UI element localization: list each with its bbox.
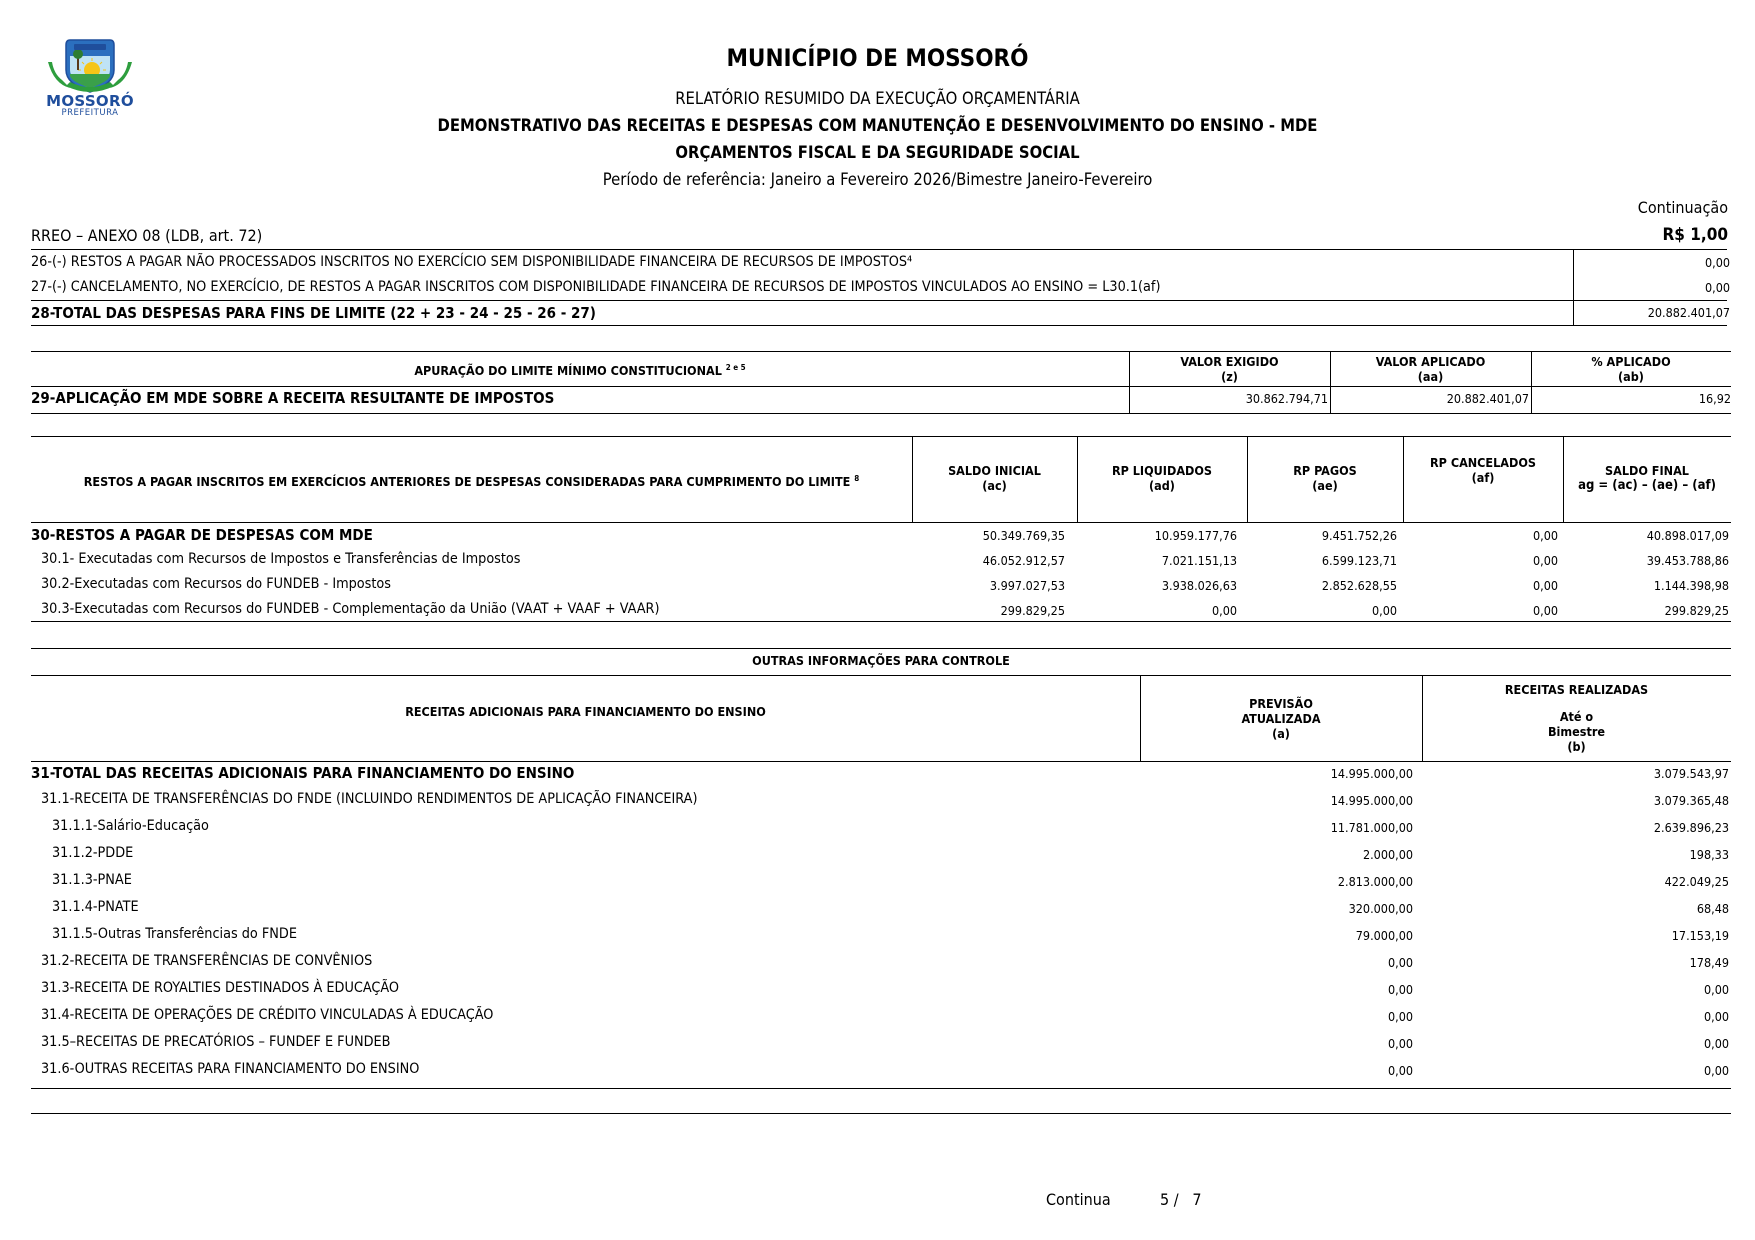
forecast-cell: 14.995.000,00	[1330, 793, 1413, 808]
table-rule	[31, 325, 1727, 326]
column-header-saldo-inicial: SALDO INICIAL (ac)	[948, 463, 1041, 493]
table-rule	[31, 675, 1731, 676]
table-rule	[31, 522, 1731, 523]
column-header-rp-pagos: RP PAGOS (ae)	[1293, 463, 1357, 493]
table-rule	[31, 648, 1731, 649]
table-rule	[31, 761, 1731, 762]
required-value: 30.862.794,71	[1245, 391, 1328, 406]
table-row-value-total: 20.882.401,07	[1647, 305, 1730, 320]
page-total: 7	[1192, 1190, 1202, 1209]
table-cell: 299.829,25	[1664, 603, 1729, 618]
page-indicator	[1160, 1190, 1201, 1209]
page-title: MUNICÍPIO DE MOSSORÓ	[726, 44, 1029, 72]
column-header-limit: APURAÇÃO DO LIMITE MÍNIMO CONSTITUCIONAL $^{2 e 5}$	[414, 363, 746, 379]
table-row-label: 31.1.5-Outras Transferências do FNDE	[52, 926, 297, 942]
page-separator: /	[1173, 1190, 1179, 1209]
table-row-label: 31.1.3-PNAE	[52, 872, 132, 888]
table-cell: 1.144.398,98	[1653, 578, 1729, 593]
table-row-label: 31.1.4-PNATE	[52, 899, 139, 915]
column-header-required: VALOR EXIGIDO (z)	[1180, 354, 1279, 384]
realized-cell: 178,49	[1689, 955, 1729, 970]
table-cell: 2.852.628,55	[1321, 578, 1397, 593]
table-rule	[31, 386, 1731, 387]
table-rule	[31, 351, 1731, 352]
page-current: 5	[1160, 1190, 1170, 1209]
realized-cell: 2.639.896,23	[1653, 820, 1729, 835]
currency-unit: R$ 1,00	[1662, 225, 1728, 245]
forecast-cell: 79.000,00	[1355, 928, 1413, 943]
table-row-label: 31.4-RECEITA DE OPERAÇÕES DE CRÉDITO VINCULADAS À EDUCAÇÃO	[41, 1007, 494, 1023]
logo-name: MOSSORÓ	[46, 92, 134, 110]
table-cell: 0,00	[1532, 603, 1558, 618]
table-row-label: 26-(-) RESTOS A PAGAR NÃO PROCESSADOS INSCRITOS NO EXERCÍCIO SEM DISPONIBILIDADE FINANCEIRA DE RECURSOS DE IMPOSTOS⁴	[31, 254, 913, 270]
table-row-label: 31.6-OUTRAS RECEITAS PARA FINANCIAMENTO DO ENSINO	[41, 1061, 420, 1077]
table-cell: 6.599.123,71	[1321, 553, 1397, 568]
table-row-label-29: 29-APLICAÇÃO EM MDE SOBRE A RECEITA RESULTANTE DE IMPOSTOS	[31, 389, 555, 407]
realized-cell: 68,48	[1696, 901, 1729, 916]
table-rule	[31, 249, 1727, 250]
table-cell: 7.021.151,13	[1161, 553, 1237, 568]
table-cell: 9.451.752,26	[1321, 528, 1397, 543]
realized-cell: 0,00	[1703, 982, 1729, 997]
table-cell: 10.959.177,76	[1154, 528, 1237, 543]
table-rule	[31, 300, 1727, 301]
table-row-label: 31-TOTAL DAS RECEITAS ADICIONAIS PARA FINANCIAMENTO DO ENSINO	[31, 764, 575, 782]
table-row-label: 31.1-RECEITA DE TRANSFERÊNCIAS DO FNDE (INCLUINDO RENDIMENTOS DE APLICAÇÃO FINANCEIRA)	[41, 791, 698, 807]
realized-cell: 0,00	[1703, 1063, 1729, 1078]
column-header-rp-cancelados: RP CANCELADOS (af)	[1430, 455, 1536, 485]
forecast-cell: 0,00	[1387, 1036, 1413, 1051]
table-rule	[31, 621, 1731, 622]
table-row-label: 27-(-) CANCELAMENTO, NO EXERCÍCIO, DE RESTOS A PAGAR INSCRITOS COM DISPONIBILIDADE FINANCEIRA DE RECURSOS DE IMPOSTOS VINCULADOS AO ENSINO = L30.1(af)	[31, 279, 1161, 295]
applied-value: 20.882.401,07	[1446, 391, 1529, 406]
table-cell: 46.052.912,57	[982, 553, 1065, 568]
forecast-cell: 0,00	[1387, 1063, 1413, 1078]
table-cell: 0,00	[1532, 528, 1558, 543]
table-row-label-total: 28-TOTAL DAS DESPESAS PARA FINS DE LIMITE (22 + 23 - 24 - 25 - 26 - 27)	[31, 304, 596, 322]
continuation-label: Continuação	[1637, 198, 1728, 217]
table-cell: 3.997.027,53	[989, 578, 1065, 593]
report-name: RELATÓRIO RESUMIDO DA EXECUÇÃO ORÇAMENTÁRIA	[675, 89, 1080, 108]
table-rule	[31, 1113, 1731, 1114]
table-cell: 3.938.026,63	[1161, 578, 1237, 593]
table-row-label: 31.1.1-Salário-Educação	[52, 818, 209, 834]
table-rule	[31, 413, 1731, 414]
realized-cell: 0,00	[1703, 1009, 1729, 1024]
table-cell: 0,00	[1371, 603, 1397, 618]
forecast-cell: 0,00	[1387, 982, 1413, 997]
column-header-revenue: RECEITAS ADICIONAIS PARA FINANCIAMENTO DO ENSINO	[405, 704, 766, 719]
statement-title: DEMONSTRATIVO DAS RECEITAS E DESPESAS COM MANUTENÇÃO E DESENVOLVIMENTO DO ENSINO - MDE	[437, 116, 1318, 135]
table-cell: 0,00	[1532, 578, 1558, 593]
continues-label: Continua	[1046, 1190, 1111, 1209]
forecast-cell: 11.781.000,00	[1330, 820, 1413, 835]
table-cell: 40.898.017,09	[1646, 528, 1729, 543]
annex-label: RREO – ANEXO 08 (LDB, art. 72)	[31, 226, 263, 245]
forecast-cell: 0,00	[1387, 1009, 1413, 1024]
column-header-rp-liquidados: RP LIQUIDADOS (ad)	[1111, 463, 1213, 493]
forecast-cell: 14.995.000,00	[1330, 766, 1413, 781]
percent-value: 16,92	[1698, 391, 1731, 406]
column-header-percent: % APLICADO (ab)	[1591, 354, 1671, 384]
forecast-cell: 320.000,00	[1348, 901, 1413, 916]
realized-cell: 0,00	[1703, 1036, 1729, 1051]
column-header-saldo-final: SALDO FINAL ag = (ac) – (ae) – (af)	[1578, 463, 1716, 493]
column-header-forecast: PREVISÃO ATUALIZADA (a)	[1241, 696, 1321, 741]
forecast-cell: 2.813.000,00	[1337, 874, 1413, 889]
table-row-label: 30-RESTOS A PAGAR DE DESPESAS COM MDE	[31, 526, 373, 544]
reference-period: Período de referência: Janeiro a Fevereiro 2026/Bimestre Janeiro-Fevereiro	[602, 170, 1153, 189]
table-cell: 39.453.788,86	[1646, 553, 1729, 568]
realized-cell: 198,33	[1689, 847, 1729, 862]
table-cell: 0,00	[1532, 553, 1558, 568]
table-row-label: 31.2-RECEITA DE TRANSFERÊNCIAS DE CONVÊNIOS	[41, 953, 373, 969]
table-rule	[31, 436, 1731, 437]
realized-cell: 17.153,19	[1671, 928, 1729, 943]
column-divider	[1573, 249, 1574, 325]
table-row-label: 30.1- Executadas com Recursos de Impostos e Transferências de Impostos	[41, 551, 521, 567]
realized-cell: 422.049,25	[1664, 874, 1729, 889]
budgets-title: ORÇAMENTOS FISCAL E DA SEGURIDADE SOCIAL	[675, 143, 1080, 162]
column-header-applied: VALOR APLICADO (aa)	[1375, 354, 1486, 384]
column-header-realized: RECEITAS REALIZADAS Até o Bimestre (b)	[1504, 682, 1649, 754]
table-cell: 299.829,25	[1000, 603, 1065, 618]
forecast-cell: 2.000,00	[1362, 847, 1413, 862]
realized-cell: 3.079.365,48	[1653, 793, 1729, 808]
table-row-value: 0,00	[1704, 280, 1730, 295]
table-cell: 0,00	[1211, 603, 1237, 618]
table-row-label: 31.3-RECEITA DE ROYALTIES DESTINADOS À EDUCAÇÃO	[41, 980, 400, 996]
table-row-label: 30.2-Executadas com Recursos do FUNDEB - Impostos	[41, 576, 391, 592]
logo-subtitle: PREFEITURA	[61, 108, 119, 118]
realized-cell: 3.079.543,97	[1653, 766, 1729, 781]
table-rule	[31, 1088, 1731, 1089]
table-row-label: 30.3-Executadas com Recursos do FUNDEB - Complementação da União (VAAT + VAAF + VAAR)	[41, 601, 660, 617]
table-row-label: 31.5–RECEITAS DE PRECATÓRIOS – FUNDEF E FUNDEB	[41, 1034, 391, 1050]
table-row-value: 0,00	[1704, 255, 1730, 270]
forecast-cell: 0,00	[1387, 955, 1413, 970]
column-header-rp: RESTOS A PAGAR INSCRITOS EM EXERCÍCIOS ANTERIORES DE DESPESAS CONSIDERADAS PARA CUMPRIMENTO DO LIMITE $^8$	[83, 474, 860, 490]
section-title: OUTRAS INFORMAÇÕES PARA CONTROLE	[752, 653, 1010, 668]
table-row-label: 31.1.2-PDDE	[52, 845, 134, 861]
table-cell: 50.349.769,35	[982, 528, 1065, 543]
